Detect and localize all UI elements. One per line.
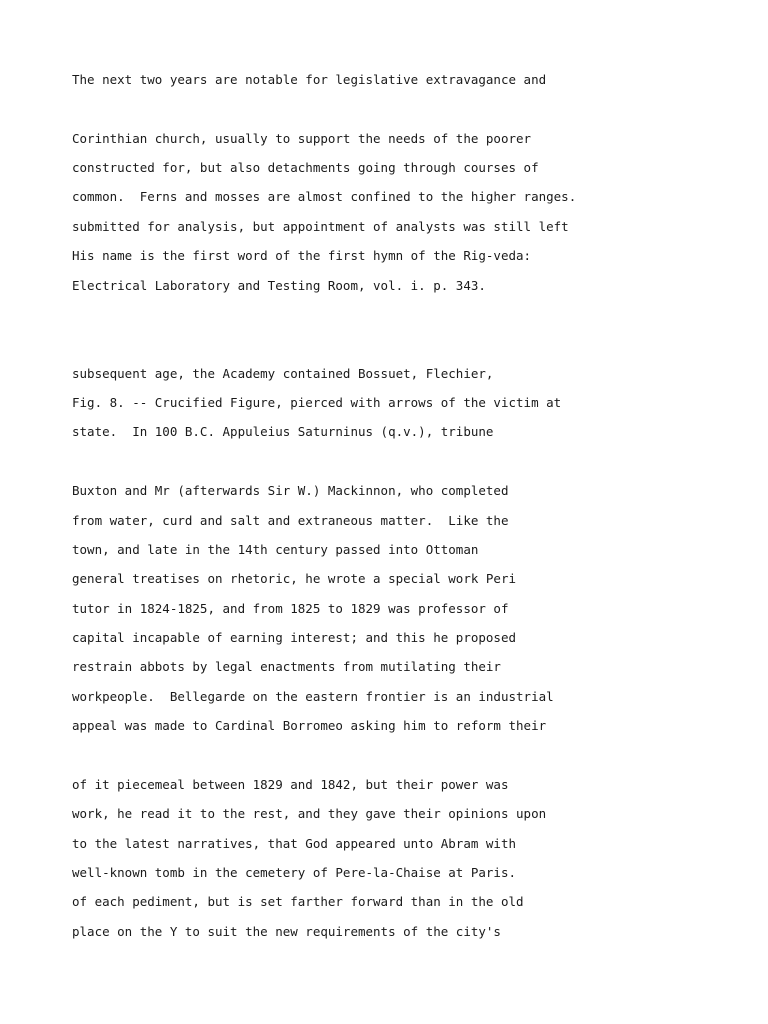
text-line: The next two years are notable for legislative extravagance and [72, 72, 547, 87]
text-line: common. Ferns and mosses are almost confined to the higher ranges. [72, 189, 577, 204]
text-line: Corinthian church, usually to support the needs of the poorer [72, 131, 532, 146]
text-line: place on the Y to suit the new requirements of the city's [72, 924, 501, 939]
text-line: constructed for, but also detachments going through courses of [72, 160, 539, 175]
text-line: Fig. 8. -- Crucified Figure, pierced with arrows of the victim at [72, 395, 562, 410]
text-line: His name is the first word of the first hymn of the Rig-veda: [72, 248, 532, 263]
text-line: appeal was made to Cardinal Borromeo asking him to reform their [72, 718, 547, 733]
text-line: state. In 100 B.C. Appuleius Saturninus (q.v.), tribune [72, 424, 494, 439]
text-line: Buxton and Mr (afterwards Sir W.) Mackinnon, who completed [72, 483, 509, 498]
text-line: restrain abbots by legal enactments from mutilating their [72, 659, 501, 674]
text-line: town, and late in the 14th century passed into Ottoman [72, 542, 479, 557]
text-line: tutor in 1824-1825, and from 1825 to 1829 was professor of [72, 601, 509, 616]
text-line: of it piecemeal between 1829 and 1842, but their power was [72, 777, 509, 792]
text-line: of each pediment, but is set farther forward than in the old [72, 894, 524, 909]
text-line: subsequent age, the Academy contained Bossuet, Flechier, [72, 366, 494, 381]
text-line: workpeople. Bellegarde on the eastern frontier is an industrial [72, 689, 554, 704]
text-line: from water, curd and salt and extraneous matter. Like the [72, 513, 509, 528]
text-line: capital incapable of earning interest; and this he proposed [72, 630, 517, 645]
text-line: general treatises on rhetoric, he wrote a special work Peri [72, 571, 517, 586]
text-line: submitted for analysis, but appointment of analysts was still left [72, 219, 569, 234]
text-line: work, he read it to the rest, and they gave their opinions upon [72, 806, 547, 821]
text-line: to the latest narratives, that God appeared unto Abram with [72, 836, 517, 851]
text-line: Electrical Laboratory and Testing Room, vol. i. p. 343. [72, 278, 486, 293]
text-line: well-known tomb in the cemetery of Pere-la-Chaise at Paris. [72, 865, 517, 880]
